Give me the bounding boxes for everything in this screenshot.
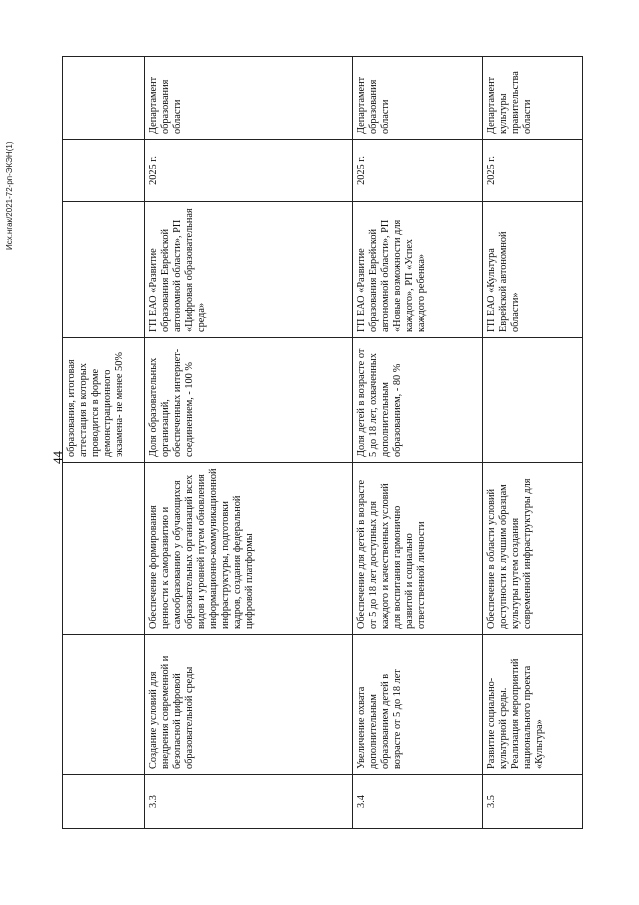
cell-program: ГП ЕАО «Развитие образования Еврейской автономной области», РП «Цифровая образовательная среда» [145, 202, 353, 338]
table-row [353, 57, 483, 829]
cell-indicator: Доля образовательных организаций, обеспеченных интернет-соединением, - 100 % [145, 338, 353, 463]
cell-num: 3.5 [483, 775, 583, 829]
cell-responsible: Департамент образования области [353, 57, 483, 140]
table-row [63, 57, 145, 829]
table-row [483, 57, 583, 829]
footer-code: Исх.нгак/2021-72-рп-ЭКЭН(1) [5, 141, 14, 250]
cell-task [63, 635, 145, 775]
cell-year [63, 140, 145, 202]
cell-result: Обеспечение формирования ценности к саморазвитию и самообразованию у обучающихся образовательных организаций всех видов и уровней путем обновления информационно-коммуникационной инфраструктуры, подготовки кадров, создания федеральной цифровой платформы [145, 463, 353, 635]
cell-task: Создание условий для внедрения современной и безопасной цифровой образовательной среды [145, 635, 353, 775]
table-row [145, 57, 353, 829]
cell-responsible: Департамент культуры правительства области [483, 57, 583, 140]
cell-num: 3.4 [353, 775, 483, 829]
cell-year: 2025 г. [353, 140, 483, 202]
cell-task: Увеличение охвата дополнительным образованием детей в возрасте от 5 до 18 лет [353, 635, 483, 775]
cell-program: ГП ЕАО «Культура Еврейской автономной области» [483, 202, 583, 338]
cell-program: ГП ЕАО «Развитие образования Еврейской автономной области», РП «Новые возможности для каждого», РП «Успех каждого ребенка» [353, 202, 483, 338]
cell-responsible [63, 57, 145, 140]
cell-indicator [483, 338, 583, 463]
cell-num [63, 775, 145, 829]
cell-result [63, 463, 145, 635]
cell-indicator: образования, итоговая аттестация в которых проводится в форме демонстрационного экзамена- не менее 50% [63, 338, 145, 463]
cell-task: Развитие социально-культурной среды. Реализация мероприятий национального проекта «Культура» [483, 635, 583, 775]
cell-indicator: Доля детей в возрасте от 5 до 18 лет, охваченных дополнительным образованием, - 80 % [353, 338, 483, 463]
cell-year: 2025 г. [483, 140, 583, 202]
cell-result: Обеспечение в области условий доступности к лучшим образцам культуры путем создания современной инфраструктуры для [483, 463, 583, 635]
cell-result: Обеспечение для детей в возрасте от 5 до 18 лет доступных для каждого и качественных условий для воспитания гармонично развитой и социально ответственной личности [353, 463, 483, 635]
cell-program [63, 202, 145, 338]
cell-responsible: Департамент образования области [145, 57, 353, 140]
cell-year: 2025 г. [145, 140, 353, 202]
page-number: 44 [50, 451, 65, 464]
plan-table [62, 56, 583, 829]
cell-num: 3.3 [145, 775, 353, 829]
